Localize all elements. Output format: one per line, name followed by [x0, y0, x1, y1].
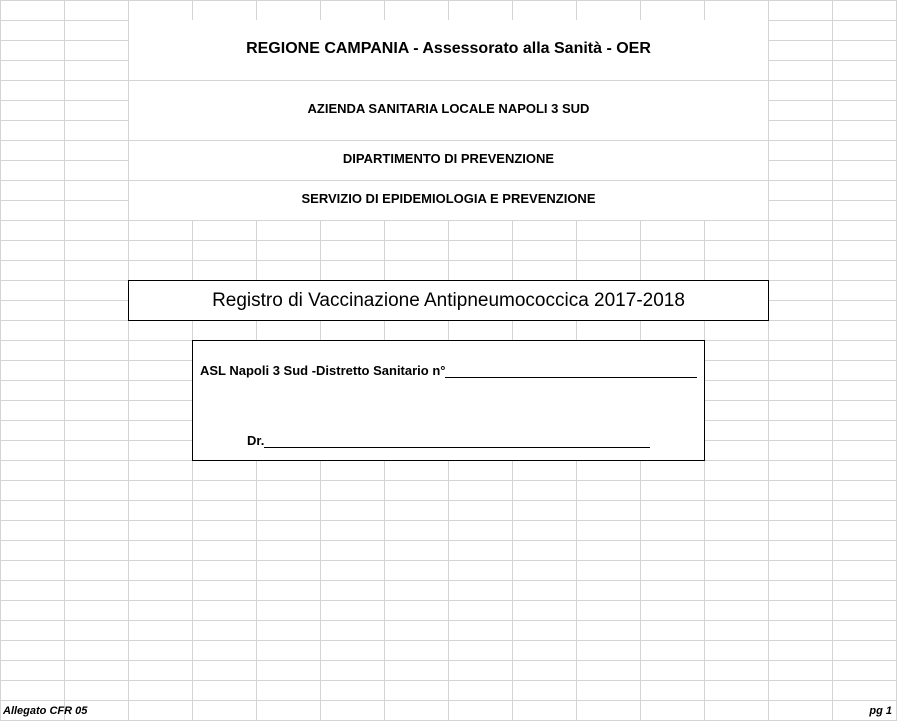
- header-divider: [129, 80, 768, 81]
- doctor-name-field[interactable]: [264, 433, 650, 448]
- service-name: SERVIZIO DI EPIDEMIOLOGIA E PREVENZIONE: [301, 191, 596, 206]
- registry-title: Registro di Vaccinazione Antipneumococcica 2017-2018: [212, 289, 685, 311]
- footer-page-number: pg 1: [869, 705, 892, 717]
- header-divider: [129, 140, 768, 141]
- doctor-row: [247, 433, 650, 448]
- footer-attachment-label: Allegato CFR 05: [3, 705, 88, 717]
- district-form-box: [192, 340, 705, 461]
- header-divider: [129, 180, 768, 181]
- district-row: [200, 363, 697, 378]
- registry-title-box: [128, 280, 769, 321]
- doctor-label: Dr.: [247, 433, 265, 448]
- region-title: REGIONE CAMPANIA - Assessorato alla Sanità - OER: [246, 40, 651, 57]
- district-label: ASL Napoli 3 Sud -Distretto Sanitario n°: [200, 363, 446, 378]
- district-number-field[interactable]: [445, 363, 697, 378]
- department-name: DIPARTIMENTO DI PREVENZIONE: [342, 151, 555, 166]
- asl-name: AZIENDA SANITARIA LOCALE NAPOLI 3 SUD: [307, 101, 590, 116]
